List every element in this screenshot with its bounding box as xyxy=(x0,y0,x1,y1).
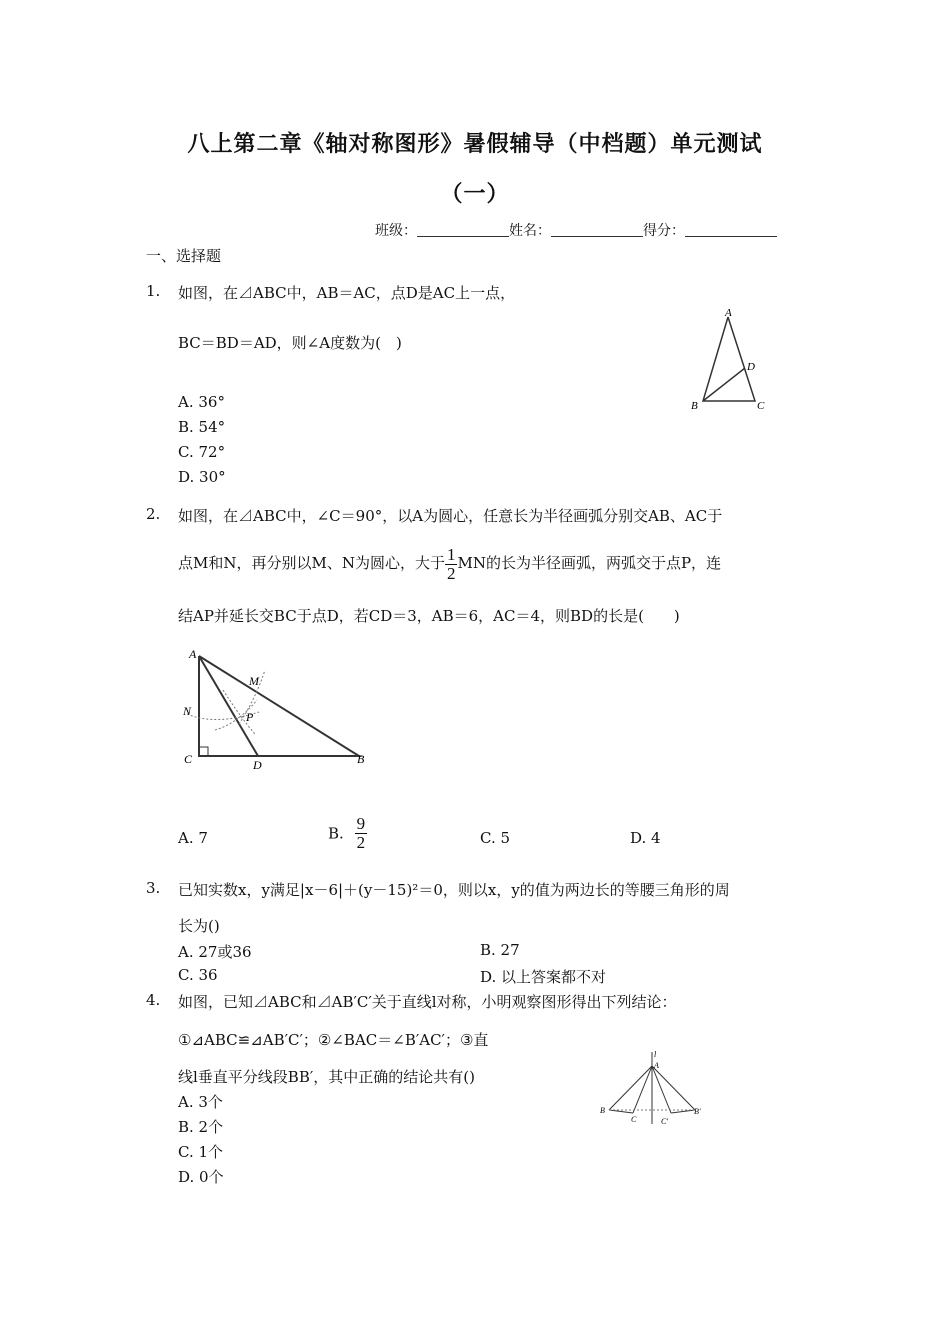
q4-figure xyxy=(595,1048,715,1128)
q3-option-d[interactable]: D. 以上答案都不对 xyxy=(480,968,607,986)
q4-option-c[interactable]: C. 1个 xyxy=(178,1143,224,1161)
info-line xyxy=(375,220,777,240)
q2-line3: 结AP并延长交BC于点D，若CD＝3，AB＝6，AC＝4，则BD的长是( ) xyxy=(178,607,680,625)
q1-figure xyxy=(680,300,780,420)
page-title-line2: （一） xyxy=(440,182,510,207)
q3-number: 3. xyxy=(146,879,161,897)
page-title: 八上第二章《轴对称图形》暑假辅导（中档题）单元测试 xyxy=(187,132,763,157)
q2-line1: 如图，在⊿ABC中，∠C＝90°，以A为圆心，任意长为半径画弧分别交AB、AC于 xyxy=(178,507,723,525)
q1-option-d[interactable]: D. 30° xyxy=(178,468,226,486)
q2-option-d[interactable]: D. 4 xyxy=(630,829,661,847)
q4-line3: 线l垂直平分线段BB′，其中正确的结论共有() xyxy=(178,1068,475,1086)
q4-fig-label-c-prime: C′ xyxy=(661,1117,669,1126)
q2-option-b-fraction xyxy=(355,815,368,852)
q2-option-c[interactable]: C. 5 xyxy=(480,829,511,847)
q2-fig-label-p: P xyxy=(246,710,254,724)
q1-fig-label-d: D xyxy=(747,361,755,373)
q3-option-c[interactable]: C. 36 xyxy=(178,966,218,984)
q1-fig-label-a: A xyxy=(725,307,732,319)
q2-frac-den: 2 xyxy=(446,563,456,583)
q4-fig-label-b-prime: B′ xyxy=(694,1107,701,1116)
q4-number: 4. xyxy=(146,991,161,1009)
score-label: 得分： xyxy=(643,223,685,239)
q1-line2: BC＝BD＝AD，则∠A度数为( ) xyxy=(178,334,402,352)
q4-option-b[interactable]: B. 2个 xyxy=(178,1118,224,1136)
section-heading: 一、选择题 xyxy=(146,247,222,265)
q2-fig-label-b: B xyxy=(357,752,365,766)
name-blank[interactable] xyxy=(551,222,643,237)
q4-fig-label-b: B xyxy=(600,1106,605,1115)
q2-line2 xyxy=(178,543,721,583)
q1-option-c[interactable]: C. 72° xyxy=(178,443,226,461)
q2-fig-label-d: D xyxy=(253,758,262,772)
q2-line2-post: MN的长为半径画弧，两弧交于点P，连 xyxy=(457,554,722,572)
q3-line1: 已知实数x，y满足|x－6|＋(y－15)²＝0，则以x，y的值为两边长的等腰三角形的周 xyxy=(178,881,730,899)
q3-option-b[interactable]: B. 27 xyxy=(480,941,520,959)
class-blank[interactable] xyxy=(417,222,509,237)
q2-frac-num: 1 xyxy=(446,544,456,564)
q2-option-b-num: 9 xyxy=(356,814,366,833)
q2-option-b-label: B. xyxy=(328,824,344,843)
q2-fig-label-m: M xyxy=(249,674,259,688)
q4-fig-label-l: l xyxy=(654,1050,657,1059)
q2-fig-label-c: C xyxy=(184,752,193,766)
class-label: 班级： xyxy=(375,223,417,239)
q1-number: 1. xyxy=(146,282,161,300)
q1-line1: 如图，在⊿ABC中，AB＝AC，点D是AC上一点， xyxy=(178,284,516,302)
q2-option-b[interactable] xyxy=(328,815,367,852)
q4-line1: 如图，已知⊿ABC和⊿AB′C′关于直线l对称，小明观察图形得出下列结论： xyxy=(178,993,677,1011)
q4-fig-label-a: A xyxy=(654,1061,659,1070)
q4-line2: ①⊿ABC≌⊿AB′C′；②∠BAC＝∠B′AC′；③直 xyxy=(178,1031,489,1049)
score-blank[interactable] xyxy=(685,222,777,237)
q2-figure xyxy=(175,640,375,775)
q2-option-b-den: 2 xyxy=(356,833,366,852)
q4-fig-label-c: C xyxy=(631,1115,637,1124)
q4-option-d[interactable]: D. 0个 xyxy=(178,1168,224,1186)
q3-line2: 长为() xyxy=(178,917,220,935)
q2-number: 2. xyxy=(146,505,161,523)
q3-option-a[interactable]: A. 27或36 xyxy=(178,943,252,961)
q1-option-a[interactable]: A. 36° xyxy=(178,393,225,411)
q1-option-b[interactable]: B. 54° xyxy=(178,418,226,436)
name-label: 姓名： xyxy=(509,223,551,239)
q2-option-a[interactable]: A. 7 xyxy=(178,829,208,847)
q2-fig-label-n: N xyxy=(183,704,192,718)
q2-fig-label-a: A xyxy=(189,647,197,661)
q2-line2-pre: 点M和N，再分别以M、N为圆心，大于 xyxy=(178,554,445,572)
q2-fraction xyxy=(445,546,458,583)
q1-fig-label-c: C xyxy=(757,400,765,412)
q4-option-a[interactable]: A. 3个 xyxy=(178,1093,223,1111)
q1-fig-label-b: B xyxy=(691,400,698,412)
